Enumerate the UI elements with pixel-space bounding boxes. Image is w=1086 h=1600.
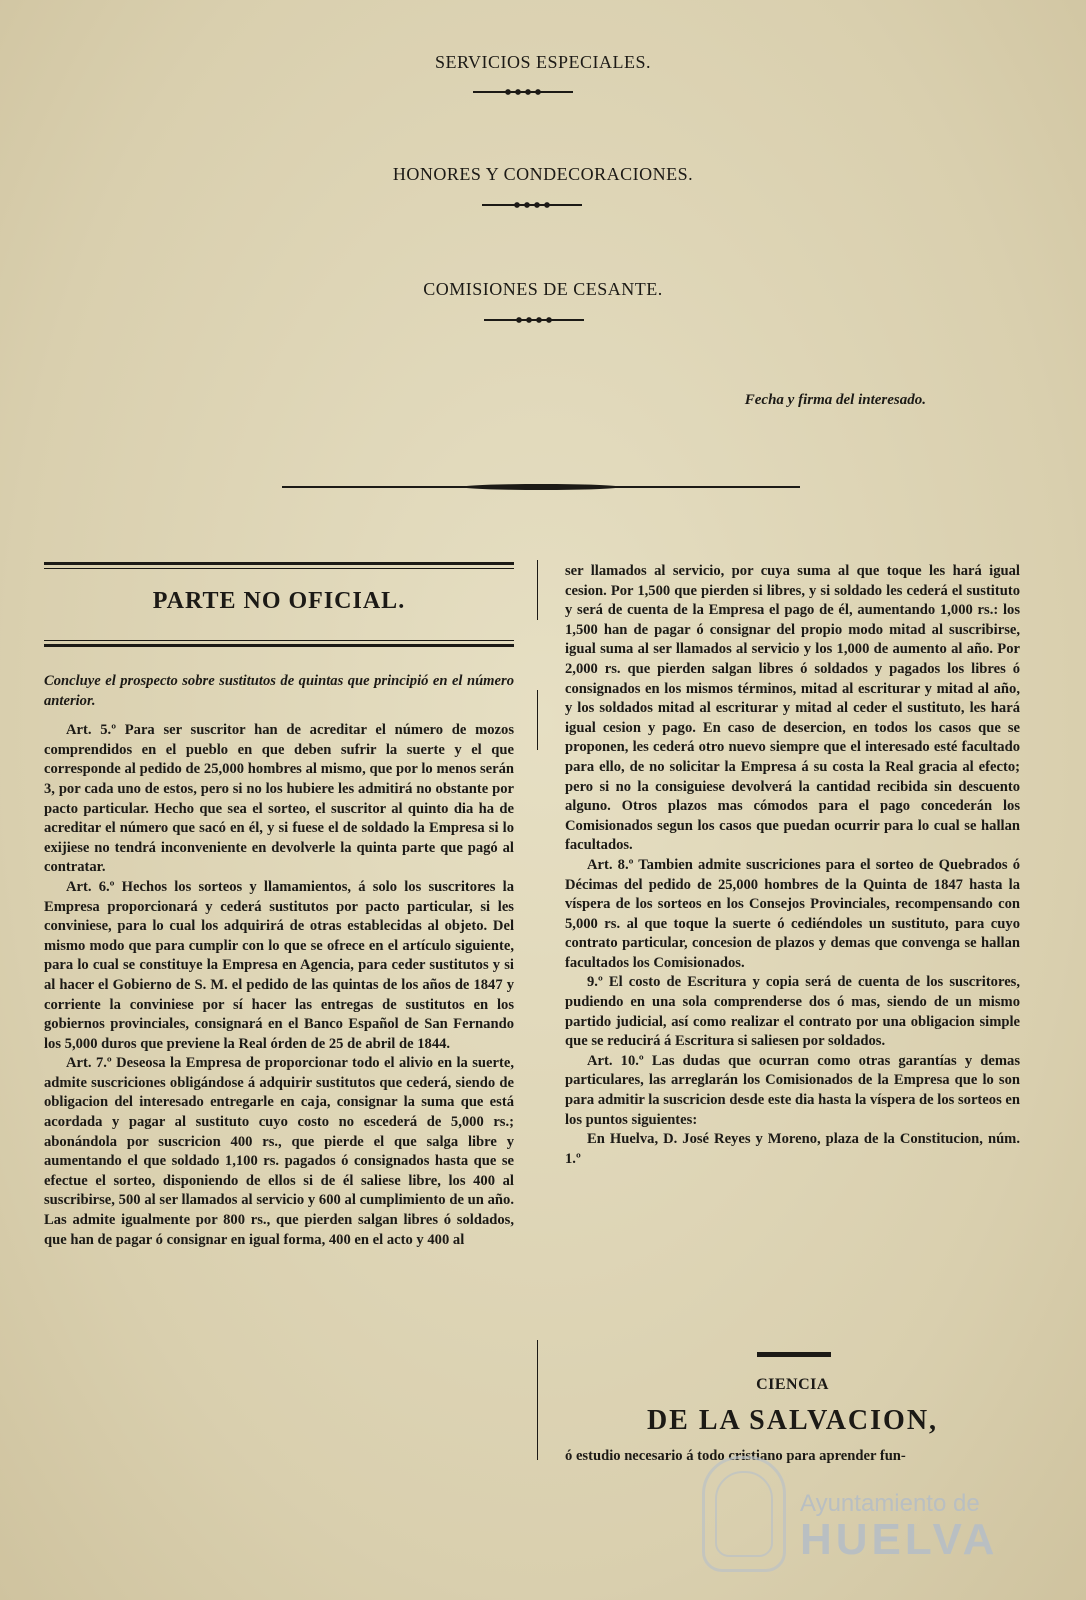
header-servicios-especiales: SERVICIOS ESPECIALES. xyxy=(434,52,652,72)
watermark-line1: Ayuntamiento de xyxy=(800,1490,980,1517)
municipal-seal-watermark xyxy=(702,1456,786,1572)
section-rule-top xyxy=(44,562,514,565)
article-7: Art. 7.º Deseosa la Empresa de proporcionar todo el alivio en la suerte, admite suscriciones obligándose á adquirir sustitutos que cederá, siendo de obligacion del interesado entregarle en caja, consignar la suma que está acordada y pagar al sustituto cuyo costo no escederá de 5,000 rs.; abonándola por suscricion 400 rs., que pierde el que salga libre y aumentando el que soldado 1,100 rs. pagados ó consignados hasta que se efectue el sorteo, disponiendo de ellos si de él saliese libre, los 400 al suscribirse, 500 al ser llamados al servicio y 600 al cumplimiento de un año. Las admite igualmente por 800 rs., que pierden salgan libres ó soldados, que han de pagar ó consignar en igual forma, 400 en el acto y 400 al xyxy=(44,1055,514,1248)
article-8: Art. 8.º Tambien admite suscriciones para el sorteo de Quebrados ó Décimas del pedido de 25,000 hombres de la Quinta de 1847 hasta la víspera de los sorteos en los Consejos Provinciales, recompensando con 5,000 rs. al que toque la suerte ó cediéndoles un sustituto, para cuyo contrato particular, concesion de plazos y demas que convenga se hallan facultados los Comisionados. xyxy=(565,856,1020,971)
column-rule xyxy=(537,560,538,620)
article-7-cont: ser llamados al servicio, por cuya suma al que toque les hará igual cesion. Por 1,500 que pierden si libres, y si soldado les cederá el sustituto y será de cuenta de la Empresa el pago de él, aumentando 1,000 rs.: los 1,500 han de pagar ó consignar del propio modo mitad al suscribirse, igual suma al ser llamados al servicio y los 1,000 de aumento al año. Por 2,000 rs. que pierden salgan libres ó soldados y pagados los libres ó consignados en los mismos términos, mitad al escriturar y mitad al año, y los soldados mitad al escriturar y mitad al ceder el sustituto, les hará igual cesion y pago. En caso de desercion, en todos los casos que se proponen, les cederá otro nuevo siempre que el interesado esté facultado para ello, de no solicitar la Empresa á su costa la Real gracia al efecto; pero si no la consiguiese devolverá la cantidad recibida sin descuento alguno. Otros plazos mas cómodos para el pago concederán los Comisionados segun los casos que puedan ocurrir para lo cual se hallan facultados. xyxy=(565,563,1020,854)
article-5: Art. 5.º Para ser suscritor han de acreditar el número de mozos comprendidos en el pueblo en que deben sufrir la suerte y el que corresponde al pedido de 25,000 hombres al mismo, que por lo menos serán 3, por cada uno de estos, pero si no los hubiere les admitirá no obstante por pacto particular. Hecho que sea el sorteo, el suscritor al quinto dia ha de acreditar el número que sacó en él, y si fuese el de soldado la Empresa si lo exijiese no tendrá inconveniente en devolverle la quinta parte que pagó al contratar. xyxy=(44,722,514,876)
column-rule xyxy=(537,1340,538,1460)
address-line: En Huelva, D. José Reyes y Moreno, plaza de la Constitucion, núm. 1.º xyxy=(565,1131,1020,1167)
header-comisiones: COMISIONES DE CESANTE. xyxy=(423,279,663,299)
header-honores: HONORES Y CONDECORACIONES. xyxy=(392,164,694,184)
article-6: Art. 6.º Hechos los sorteos y llamamientos, á solo los suscritores la Empresa proporcionará y cederá sustitutos por pacto particular, si les conviniese, para lo cual los adquirirá de otras establecidas al objeto. Del mismo modo que para cumplir con lo que se ofrece en el artículo siguiente, para lo cual se constituye la Empresa en Agencia, para ceder sustitutos y si al hacer el Gobierno de S. M. el pedido de las quintas de los años de 1847 y corriente la conviniese por sí hacer las entregas de sustitutos en los gobiernos provinciales, consignará en el Banco Español de San Fernando los 5,000 duros que previene la Real órden de 25 de abril de 1844. xyxy=(44,878,514,1052)
ornament-rule xyxy=(484,316,584,324)
watermark-line2: HUELVA xyxy=(800,1515,999,1564)
signature-line: Fecha y firma del interesado. xyxy=(744,392,926,408)
ornament-rule xyxy=(482,201,582,209)
salvacion-subtitle: ó estudio necesario á todo cristiano para aprender fun- xyxy=(565,1448,906,1464)
ornament-rule xyxy=(473,88,573,96)
salvacion-heading: DE LA SALVACION, xyxy=(646,1405,939,1436)
article-9: 9.º El costo de Escritura y copia será de cuenta de los suscritores, pudiendo en una sola comprenderse dos ó mas, siendo de un mismo partido judicial, así como realizar el contrato por una obligacion simple que se reducirá á Escritura si saliesen por soldados. xyxy=(565,974,1020,1050)
article-10: Art. 10.º Las dudas que ocurran como otras garantías y demas particulares, las arreglarán los Comisionados de la Empresa que lo son para admitir la suscricion desde este dia hasta la víspera de los sorteos en los puntos siguientes: xyxy=(565,1052,1020,1128)
intro-text: Concluye el prospecto sobre sustitutos de quintas que principió en el número anterior. xyxy=(44,673,514,709)
section-rule-bottom-thin xyxy=(44,640,514,641)
left-column xyxy=(44,672,514,1250)
section-title: PARTE NO OFICIAL. xyxy=(152,588,406,614)
section-rule-top-thin xyxy=(44,568,514,569)
right-column xyxy=(565,562,1020,1169)
section-divider xyxy=(282,484,800,490)
section-rule-bottom xyxy=(44,644,514,647)
ciencia-heading: CIENCIA xyxy=(756,1376,829,1393)
short-rule xyxy=(757,1352,831,1357)
column-rule xyxy=(537,690,538,750)
archive-watermark xyxy=(800,1490,998,1562)
